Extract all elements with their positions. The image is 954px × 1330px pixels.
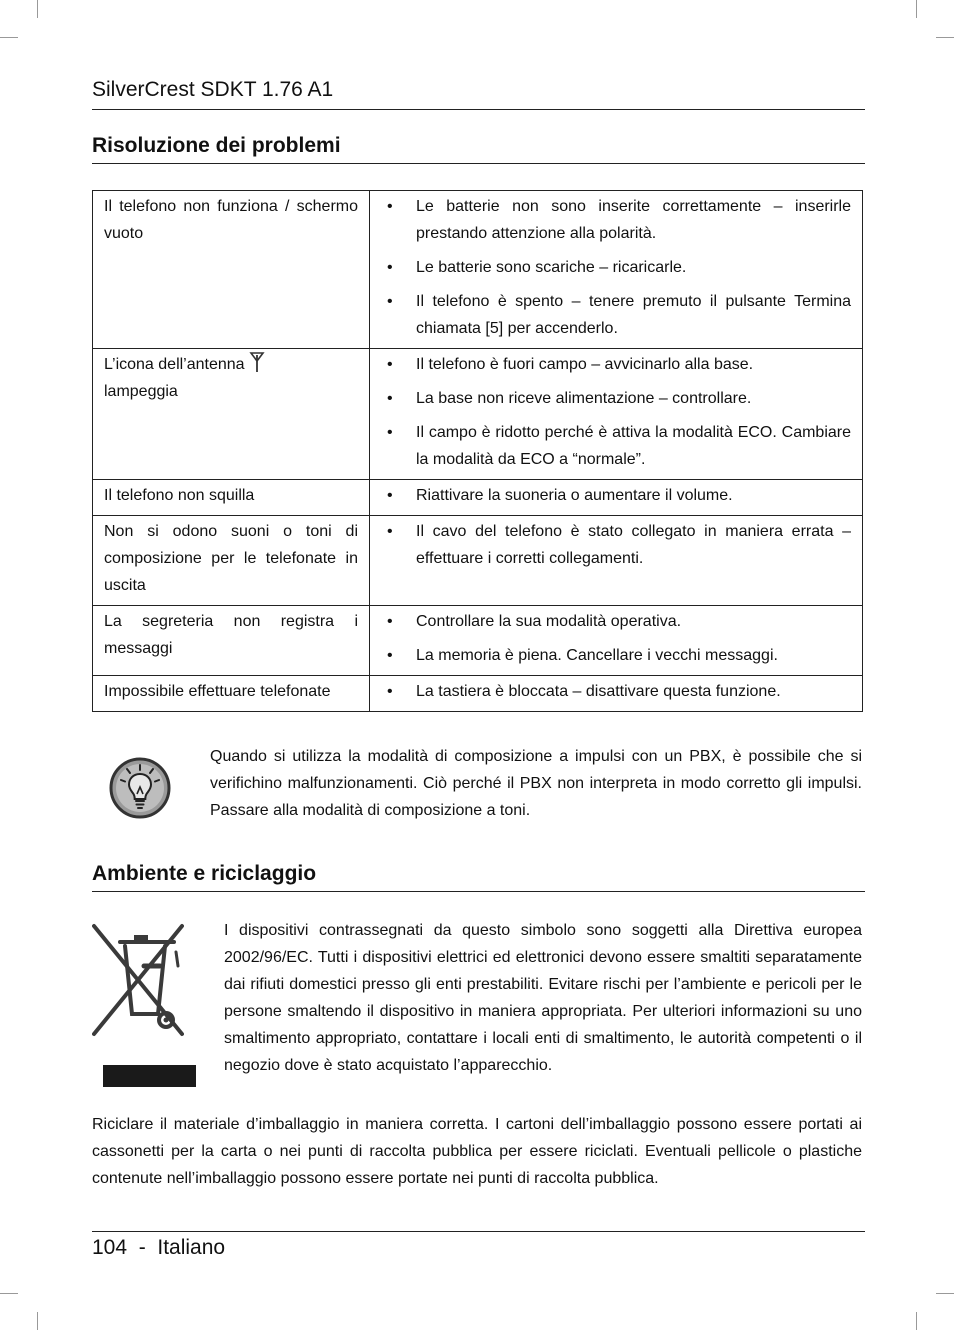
crop-mark [916,0,917,18]
solution-cell [370,349,863,480]
problem-cell [93,349,370,480]
crop-mark [37,0,38,18]
section-title-environment: Ambiente e riciclaggio [92,862,317,885]
solution-cell [370,480,863,516]
table-row [93,349,863,480]
solution-item: • Il cavo del telefono è stato collegato in maniera errata – effettuare i corretti collegamenti. [381,518,851,572]
solution-item: • La base non riceve alimentazione – controllare. [381,385,851,412]
weee-bar [103,1065,196,1087]
crop-mark [0,1293,18,1294]
solution-item: • Il telefono è fuori campo – avvicinarlo alla base. [381,351,851,378]
section-title-troubleshooting: Risoluzione dei problemi [92,134,341,157]
problem-text: Il telefono non squilla [104,487,255,504]
solution-list [381,482,851,509]
solution-cell [370,676,863,712]
lightbulb-icon [108,756,172,820]
crop-mark [37,1312,38,1330]
solution-item: • Riattivare la suoneria o aumentare il volume. [381,482,851,509]
table-row [93,606,863,676]
table-row [93,191,863,349]
crop-mark [936,37,954,38]
problem-text: L’icona dell’antenna [104,356,245,373]
solution-list [381,351,851,473]
running-header: SilverCrest SDKT 1.76 A1 [92,78,334,101]
problem-cell [93,480,370,516]
problem-cell [93,606,370,676]
recycle-text: Riciclare il materiale d’imballaggio in maniera corretta. I cartoni dell’imballaggio possono essere portati ai cassonetti per la carta o nei punti di raccolta pubblica per essere riciclati. Eventuali pellicole o plastiche contenute nell’imballaggio possono essere portate nei punti di raccolta pubblica. [92,1116,862,1187]
solution-cell [370,516,863,606]
table-row [93,676,863,712]
solution-list [381,193,851,342]
crop-mark [0,37,18,38]
solution-item: • La memoria è piena. Cancellare i vecchi messaggi. [381,642,851,669]
solution-item: • Controllare la sua modalità operativa. [381,608,851,635]
solution-list [381,678,851,705]
section-rule [92,891,865,892]
solution-list [381,518,851,572]
solution-item: • Le batterie sono scariche – ricaricarle. [381,254,851,281]
solution-item: • Il campo è ridotto perché è attiva la modalità ECO. Cambiare la modalità da ECO a “normale”. [381,419,851,473]
header-rule [92,109,865,110]
weee-text: I dispositivi contrassegnati da questo simbolo sono soggetti alla Direttiva europea 2002/96/EC. Tutti i dispositivi elettrici ed elettronici devono essere smaltiti separatamente dai rifiuti domestici presso gli enti prestabiliti. Evitare rischi per l’ambiente e pericoli per le persone smaltendo il dispositivo in maniera appropriata. Per ulteriori informazioni su uno smaltimento appropriato, contattare i locali enti di smaltimento, le autorità competenti o il negozio dove è stato acquistato l’apparecchio. [224,922,862,1074]
section-rule [92,163,865,164]
solution-cell [370,191,863,349]
problem-cell [93,191,370,349]
solution-item: • La tastiera è bloccata – disattivare questa funzione. [381,678,851,705]
problem-text: Non si odono suoni o toni di composizione per le telefonate in uscita [104,523,358,594]
table-row [93,480,863,516]
table-row [93,516,863,606]
problem-text: Impossibile effettuare telefonate [104,683,331,700]
footer-rule [92,1231,865,1232]
problem-text: La segreteria non registra i messaggi [104,613,358,657]
solution-list [381,608,851,669]
solution-cell [370,606,863,676]
problem-text-suffix: lampeggia [104,383,178,400]
tip-text: Quando si utilizza la modalità di composizione a impulsi con un PBX, è possibile che si verifichino malfunzionamenti. Ciò perché il PBX non interpreta in modo corretto gli impulsi. Passare alla modalità di composizione a toni. [210,748,862,819]
crop-mark [916,1312,917,1330]
page-footer: 104 - Italiano [92,1236,226,1259]
antenna-icon [249,351,265,373]
solution-item: • Il telefono è spento – tenere premuto il pulsante Termina chiamata [5] per accenderlo. [381,288,851,342]
problem-cell [93,516,370,606]
crop-mark [936,1293,954,1294]
problem-text: Il telefono non funziona / schermo vuoto [104,198,358,242]
crossed-bin-icon [92,922,184,1042]
troubleshooting-table [92,190,863,712]
problem-cell [93,676,370,712]
solution-item: • Le batterie non sono inserite correttamente – inserirle prestando attenzione alla polarità. [381,193,851,247]
